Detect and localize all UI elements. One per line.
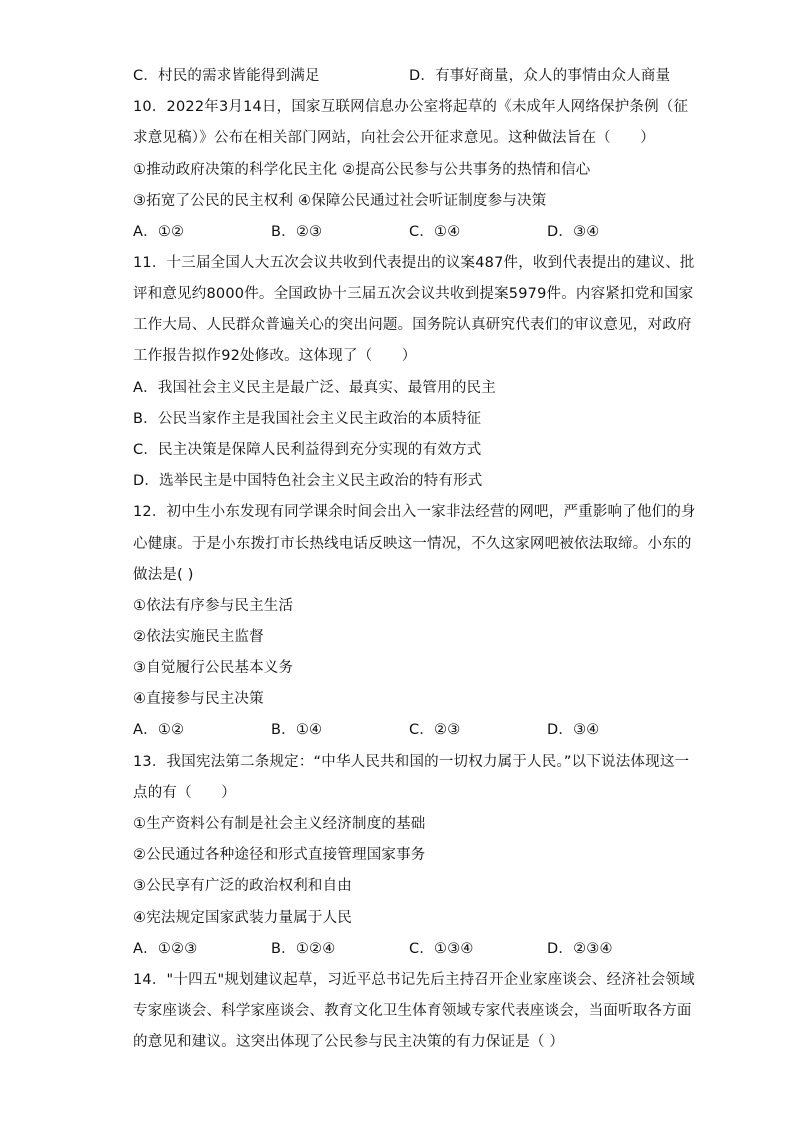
- q10-stem-line-1: 10．2022年3月14日，国家互联网信息办公室将起草的《未成年人网络保护条例（征: [133, 99, 689, 115]
- q10-option-c: C．①④: [409, 224, 461, 240]
- q11-stem-line-4: 工作报告拟作92处修改。这体现了（ ）: [133, 348, 417, 364]
- q13-options-row: [133, 937, 673, 961]
- q14-stem-line-2: 专家座谈会、科学家座谈会、教育文化卫生体育领域专家代表座谈会，当面听取各方面: [133, 1003, 692, 1019]
- q10-items-34: ③拓宽了公民的民主权利 ④保障公民通过社会听证制度参与决策: [133, 193, 547, 209]
- q13-item-2: ②公民通过各种途径和形式直接管理国家事务: [133, 847, 426, 863]
- q13-item-3: ③公民享有广泛的政治权利和自由: [133, 878, 352, 894]
- q12-stem-line-1: 12．初中生小东发现有同学课余时间会出入一家非法经营的网吧，严重影响了他们的身: [133, 504, 696, 520]
- q12-item-2: ②依法实施民主监督: [133, 629, 264, 645]
- q13-stem-line-1: 13．我国宪法第二条规定：“中华人民共和国的一切权力属于人民。”以下说法体现这一: [133, 754, 690, 770]
- q14-stem-line-3: 的意见和建议。这突出体现了公民参与民主决策的有力保证是（ ）: [133, 1034, 565, 1050]
- q12-option-d: D．③④: [547, 722, 600, 738]
- q13-option-b: B．①②④: [271, 941, 336, 957]
- q11-option-d: D．选举民主是中国特色社会主义民主政治的特有形式: [133, 473, 483, 489]
- q10-option-a: A．①②: [133, 224, 185, 240]
- q12-options-row: [133, 718, 673, 742]
- q12-option-c: C．②③: [409, 722, 461, 738]
- q11-option-c: C．民主决策是保障人民利益得到充分实现的有效方式: [133, 442, 482, 458]
- q13-item-4: ④宪法规定国家武装力量属于人民: [133, 910, 352, 926]
- q10-option-b: B．②③: [271, 224, 323, 240]
- q12-option-a: A．①②: [133, 722, 185, 738]
- q12-item-3: ③自觉履行公民基本义务: [133, 660, 294, 676]
- q13-option-d: D．②③④: [547, 941, 613, 957]
- q13-option-c: C．①③④: [409, 941, 474, 957]
- q10-stem-line-2: 求意见稿）》公布在相关部门网站，向社会公开征求意见。这种做法旨在（ ）: [133, 130, 655, 146]
- q13-option-a: A．①②③: [133, 941, 198, 957]
- q9-option-d: D．有事好商量，众人的事情由众人商量: [409, 68, 671, 84]
- q12-stem-line-2: 心健康。于是小东拨打市长热线电话反映这一情况，不久这家网吧被依法取缔。小东的: [133, 536, 692, 552]
- q11-stem-line-3: 工作大局、人民群众普遍关心的突出问题。国务院认真研究代表们的审议意见，对政府: [133, 317, 692, 333]
- q13-item-1: ①生产资料公有制是社会主义经济制度的基础: [133, 816, 426, 832]
- q12-item-1: ①依法有序参与民主生活: [133, 598, 294, 614]
- q14-stem-line-1: 14．"十四五"规划建议起草，习近平总书记先后主持召开企业家座谈会、经济社会领域: [133, 972, 695, 988]
- q13-stem-line-2: 点的有（ ）: [133, 785, 236, 801]
- q12-option-b: B．①④: [271, 722, 323, 738]
- q10-options-row: [133, 220, 673, 244]
- q11-stem-line-2: 评和意见约8000件。全国政协十三届五次会议共收到提案5979件。内容紧扣党和国家: [133, 286, 694, 302]
- q9-options-row: [133, 64, 673, 88]
- q11-option-b: B．公民当家作主是我国社会主义民主政治的本质特征: [133, 411, 482, 427]
- q11-option-a: A．我国社会主义民主是最广泛、最真实、最管用的民主: [133, 380, 496, 396]
- q9-option-c: C．村民的需求皆能得到满足: [133, 68, 320, 84]
- q12-item-4: ④直接参与民主决策: [133, 691, 264, 707]
- q10-option-d: D．③④: [547, 224, 600, 240]
- q12-stem-line-3: 做法是( ): [133, 567, 194, 583]
- q10-items-12: ①推动政府决策的科学化民主化 ②提高公民参与公共事务的热情和信心: [133, 162, 591, 178]
- q11-stem-line-1: 11．十三届全国人大五次会议共收到代表提出的议案487件，收到代表提出的建议、批: [133, 255, 695, 271]
